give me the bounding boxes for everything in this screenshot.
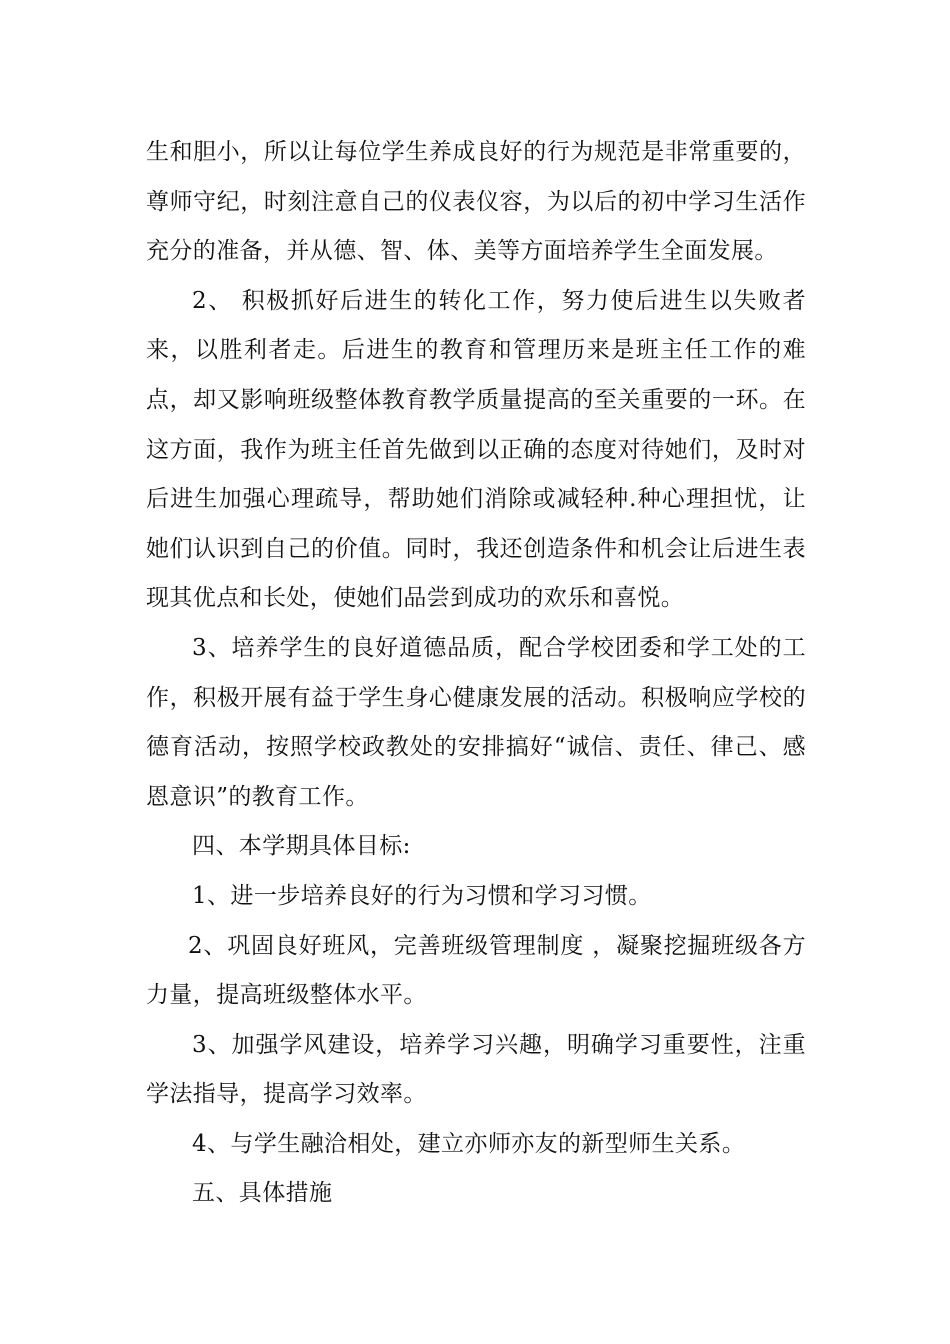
goal-item-1: 1、进一步培养良好的行为习惯和学习习惯。	[192, 882, 652, 909]
goal-item-2: 2、巩固良好班风，完善班级管理制度 ，凝聚挖掘班级各方力量，提高班级整体水平。	[146, 932, 806, 1009]
goal-item-3: 3、加强学风建设，培养学习兴趣，明确学习重要性，注重学法指导，提高学习效率。	[146, 1031, 806, 1108]
goal-item-4: 4、与学生融洽相处，建立亦师亦友的新型师生关系。	[192, 1130, 746, 1157]
section-heading-5: 五、具体措施	[192, 1180, 333, 1207]
paragraph-1: 生和胆小，所以让每位学生养成良好的行为规范是非常重要的，尊师守纪，时刻注意自己的仪表仪容，为以后的初中学习生活作充分的准备，并从德、智、体、美等方面培养学生全面发展。	[146, 139, 806, 265]
paragraph-3: 3、培养学生的良好道德品质，配合学校团委和学工处的工作，积极开展有益于学生身心健康发展的活动。积极响应学校的德育活动，按照学校政教处的安排搞好“诚信、责任、律己、感恩意识”的教育工作。	[146, 634, 806, 810]
document-body	[146, 128, 806, 1219]
paragraph-2: 2、 积极抓好后进生的转化工作，努力使后进生以失败者来，以胜利者走。后进生的教育和管理历来是班主任工作的难点，却又影响班级整体教育教学质量提高的至关重要的一环。在这方面，我作为班主任首先做到以正确的态度对待她们，及时对后进生加强心理疏导，帮助她们消除或减轻种.种心理担忧，让她们认识到自己的价值。同时，我还创造条件和机会让后进生表现其优点和长处，使她们品尝到成功的欢乐和喜悦。	[146, 287, 806, 612]
section-heading-4: 四、本学期具体目标:	[192, 833, 411, 860]
